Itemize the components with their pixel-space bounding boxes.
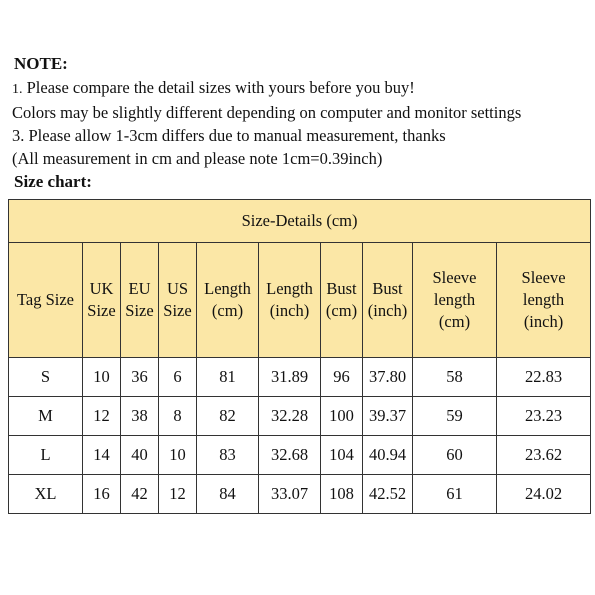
- table-row: [9, 436, 591, 475]
- column-header-line: Size: [87, 301, 116, 320]
- table-cell: 31.89: [259, 358, 321, 397]
- table-cell: 40.94: [363, 436, 413, 475]
- column-header: [159, 243, 197, 358]
- column-header-line: length: [433, 290, 476, 309]
- table-cell: 33.07: [259, 475, 321, 514]
- table-cell: 59: [413, 397, 497, 436]
- table-cell: 23.23: [497, 397, 591, 436]
- table-cell: 12: [83, 397, 121, 436]
- column-header-row: [9, 243, 591, 358]
- table-cell: 81: [197, 358, 259, 397]
- table-cell: M: [9, 397, 83, 436]
- table-cell: 42: [121, 475, 159, 514]
- table-cell: 8: [159, 397, 197, 436]
- table-cell: 6: [159, 358, 197, 397]
- column-header-line: Tag Size: [16, 290, 75, 309]
- table-cell: 40: [121, 436, 159, 475]
- column-header-line: Sleeve: [521, 268, 566, 287]
- table-title-row: [9, 200, 591, 243]
- column-header-line: EU: [128, 279, 151, 298]
- table-row: [9, 397, 591, 436]
- table-body: [9, 358, 591, 514]
- column-header-line: (inch): [523, 312, 564, 331]
- column-header-line: Sleeve: [432, 268, 477, 287]
- column-header-line: Length: [266, 279, 313, 298]
- column-header-line: UK: [89, 279, 114, 298]
- column-header: [83, 243, 121, 358]
- table-cell: 60: [413, 436, 497, 475]
- table-cell: 108: [321, 475, 363, 514]
- note-line-1: [12, 76, 592, 101]
- table-cell: 83: [197, 436, 259, 475]
- note-line-4: (All measurement in cm and please note 1cm=0.39inch): [12, 149, 383, 168]
- table-cell: 36: [121, 358, 159, 397]
- column-header: [321, 243, 363, 358]
- table-cell: L: [9, 436, 83, 475]
- table-cell: 84: [197, 475, 259, 514]
- table-cell: 16: [83, 475, 121, 514]
- note-line-1-number: 1.: [12, 82, 23, 97]
- table-cell: 37.80: [363, 358, 413, 397]
- table-cell: 82: [197, 397, 259, 436]
- note-title: NOTE:: [14, 54, 68, 73]
- column-header-line: (cm): [211, 301, 244, 320]
- table-row: [9, 358, 591, 397]
- table-cell: 58: [413, 358, 497, 397]
- note-line-3: 3. Please allow 1-3cm differs due to manual measurement, thanks: [12, 126, 446, 145]
- column-header-line: Bust: [326, 279, 357, 298]
- table-cell: 10: [159, 436, 197, 475]
- table-cell: 10: [83, 358, 121, 397]
- table-row: [9, 475, 591, 514]
- column-header-line: (inch): [367, 301, 408, 320]
- column-header-line: (cm): [438, 312, 471, 331]
- size-details-table: [8, 199, 591, 514]
- table-cell: 39.37: [363, 397, 413, 436]
- column-header: [9, 243, 83, 358]
- column-header-line: Length: [204, 279, 251, 298]
- column-header-line: Bust: [372, 279, 403, 298]
- note-line-2: Colors may be slightly different depending on computer and monitor settings: [12, 103, 522, 122]
- column-header: [259, 243, 321, 358]
- notes-section: [12, 54, 592, 170]
- column-header: [363, 243, 413, 358]
- column-header: [413, 243, 497, 358]
- table-cell: 14: [83, 436, 121, 475]
- table-title: Size-Details (cm): [9, 200, 591, 243]
- table-cell: XL: [9, 475, 83, 514]
- column-header-line: length: [522, 290, 565, 309]
- table-cell: 32.28: [259, 397, 321, 436]
- table-cell: 104: [321, 436, 363, 475]
- table-cell: 100: [321, 397, 363, 436]
- column-header: [121, 243, 159, 358]
- table-cell: 38: [121, 397, 159, 436]
- table-cell: 96: [321, 358, 363, 397]
- column-header: [497, 243, 591, 358]
- column-header-line: Size: [163, 301, 192, 320]
- table-cell: 24.02: [497, 475, 591, 514]
- note-line-1-text: Please compare the detail sizes with yours before you buy!: [22, 78, 415, 97]
- table-cell: S: [9, 358, 83, 397]
- table-cell: 42.52: [363, 475, 413, 514]
- table-cell: 23.62: [497, 436, 591, 475]
- column-header-line: (inch): [269, 301, 310, 320]
- size-chart-label: Size chart:: [14, 172, 92, 191]
- column-header-line: US: [166, 279, 189, 298]
- column-header-line: (cm): [325, 301, 358, 320]
- table-cell: 61: [413, 475, 497, 514]
- table-cell: 12: [159, 475, 197, 514]
- table-cell: 22.83: [497, 358, 591, 397]
- column-header: [197, 243, 259, 358]
- table-cell: 32.68: [259, 436, 321, 475]
- column-header-line: Size: [125, 301, 154, 320]
